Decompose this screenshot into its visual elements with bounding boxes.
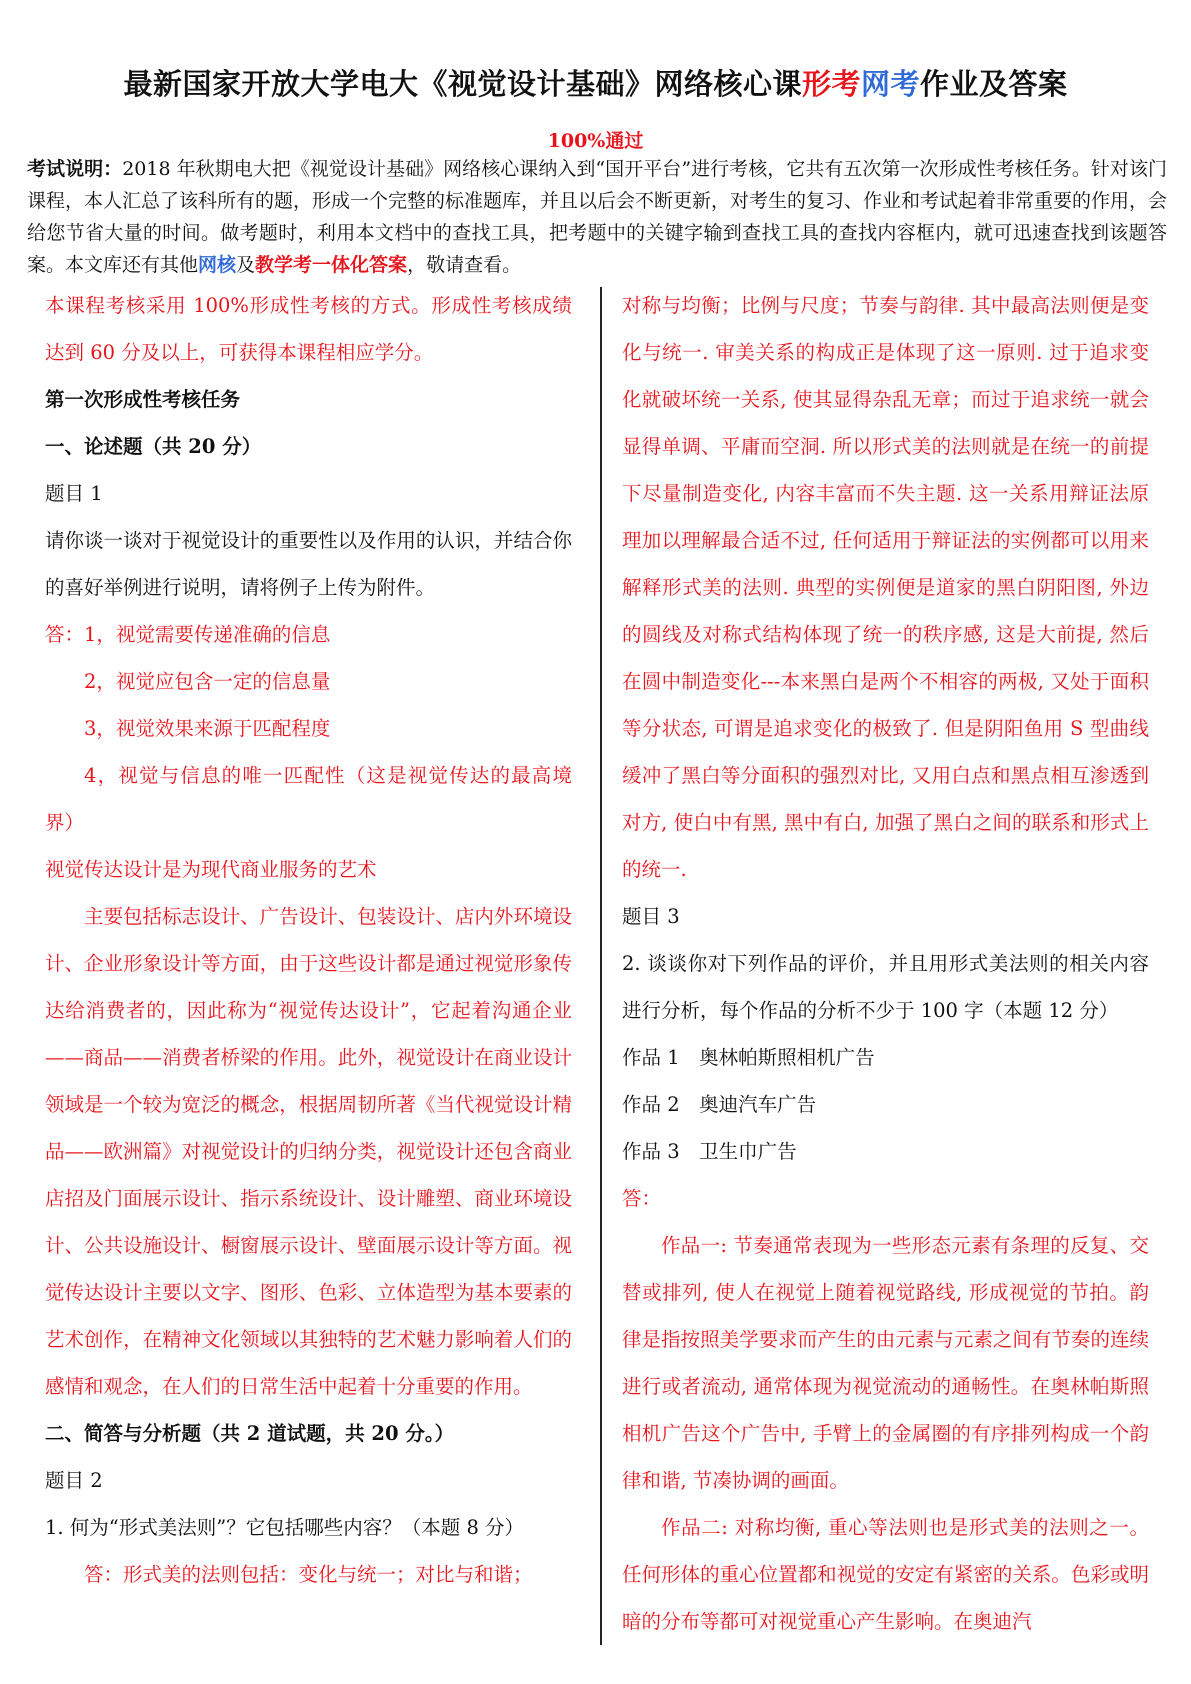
left-column: [45, 282, 572, 1598]
answer-label: 答：: [622, 1187, 662, 1210]
answer-paragraph: 作品一: 节奏通常表现为一些形态元素有条理的反复、交替或排列, 使人在视觉上随着视觉路线, 形成视觉的节拍。韵律是指按照美学要求而产生的由元素与元素之间有节奏的连续进行或者流动, 通常体现为视觉流动的通畅性。在奥林帕斯照相机广告这个广告中, 手臂上的金属圈的有序排列构成一个韵律和谐, 节凑协调的画面。: [622, 1234, 1149, 1492]
link-wanghe[interactable]: 网核: [198, 254, 237, 276]
document-title: 最新国家开放大学电大《视觉设计基础》网络核心课形考网考作业及答案: [123, 67, 1068, 101]
question-text: 请你谈一谈对于视觉设计的重要性以及作用的认识，并结合你的喜好举例进行说明，请将例子上传为附件。: [45, 529, 572, 599]
answer-line: 视觉传达设计是为现代商业服务的艺术: [45, 858, 377, 881]
question-number: 题目 1: [45, 482, 103, 505]
right-column: [622, 282, 1149, 1645]
answer-paragraph: 主要包括标志设计、广告设计、包装设计、店内外环境设计、企业形象设计等方面，由于这些设计都是通过视觉形象传达给消费者的，因此称为“视觉传达设计”，它起着沟通企业——商品——消费者桥梁的作用。此外，视觉设计在商业设计领域是一个较为宽泛的概念，根据周韧所著《当代视觉设计精品——欧洲篇》对视觉设计的归纳分类，视觉设计还包含商业店招及门面展示设计、指示系统设计、设计雕塑、商业环境设计、公共设施设计、橱窗展示设计、壁面展示设计等方面。视觉传达设计主要以文字、图形、色彩、立体造型为基本要素的艺术创作，在精神文化领域以其独特的艺术魅力影响着人们的感情和观念，在人们的日常生活中起着十分重要的作用。: [45, 905, 572, 1398]
section-heading: 一、论述题（共 20 分）: [45, 435, 262, 458]
section-heading: 二、简答与分析题（共 2 道试题，共 20 分。）: [45, 1422, 455, 1445]
work-item: 作品 2 奥迪汽车广告: [622, 1093, 817, 1116]
document-subtitle: 100%通过: [547, 130, 644, 152]
answer-line: 答：形式美的法则包括：变化与统一；对比与和谐；: [84, 1563, 533, 1586]
answer-line: 2，视觉应包含一定的信息量: [84, 670, 331, 693]
question-text: 2. 谈谈你对下列作品的评价，并且用形式美法则的相关内容进行分析，每个作品的分析不少于 100 字（本题 12 分）: [622, 952, 1149, 1022]
exam-instructions: 考试说明：2018 年秋期电大把《视觉设计基础》网络核心课纳入到“国开平台”进行考核，它共有五次第一次形成性考核任务。针对该门课程，本人汇总了该科所有的题，形成一个完整的标准题库，并且以后会不断更新，对考生的复习、作业和考试起着非常重要的作用，会给您节省大量的时间。做考题时，利用本文档中的查找工具，把考题中的关键字输到查找工具的查找内容框内，就可迅速查找到该题答案。本文库还有其他网核及教学考一体化答案，敬请查看。: [27, 158, 1168, 276]
link-integrated-answers[interactable]: 教学考一体化答案: [255, 254, 408, 276]
question-text: 1. 何为“形式美法则”？它包括哪些内容？（本题 8 分）: [45, 1516, 525, 1539]
answer-paragraph: 对称与均衡；比例与尺度；节奏与韵律. 其中最高法则便是变化与统一. 审美关系的构成正是体现了这一原则. 过于追求变化就破坏统一关系, 使其显得杂乱无章；而过于追求统一就会显得单调、平庸而空洞. 所以形式美的法则就是在统一的前提下尽量制造变化, 内容丰富而不失主题. 这一关系用辩证法原理加以理解最合适不过, 任何适用于辩证法的实例都可以用来解释形式美的法则. 典型的实例便是道家的黑白阴阳图, 外边的圆线及对称式结构体现了统一的秩序感, 这是大前提, 然后在圆中制造变化---本来黑白是两个不相容的两极, 又处于面积等分状态, 可谓是追求变化的极致了. 但是阴阳鱼用 S 型曲线缓冲了黑白等分面积的强烈对比, 又用白点和黑点相互渗透到对方, 使白中有黑, 黑中有白, 加强了黑白之间的联系和形式上的统一.: [622, 294, 1149, 881]
instructions-label: 考试说明：: [27, 158, 123, 180]
paragraph: 本课程考核采用 100%形成性考核的方式。形成性考核成绩达到 60 分及以上，可获得本课程相应学分。: [45, 294, 572, 364]
work-item: 作品 3 卫生巾广告: [622, 1140, 797, 1163]
column-divider: [600, 287, 602, 1645]
section-heading: 第一次形成性考核任务: [45, 388, 241, 411]
answer-line: 3，视觉效果来源于匹配程度: [84, 717, 331, 740]
question-number: 题目 3: [622, 905, 680, 928]
work-item: 作品 1 奥林帕斯照相机广告: [622, 1046, 875, 1069]
answer-line: 答：1，视觉需要传递准确的信息: [45, 623, 331, 646]
question-number: 题目 2: [45, 1469, 103, 1492]
answer-paragraph: 作品二: 对称均衡, 重心等法则也是形式美的法则之一。任何形体的重心位置都和视觉的安定有紧密的关系。色彩或明暗的分布等都可对视觉重心产生影响。在奥迪汽: [622, 1516, 1149, 1633]
answer-line: 4，视觉与信息的唯一匹配性（这是视觉传达的最高境界）: [45, 764, 572, 834]
